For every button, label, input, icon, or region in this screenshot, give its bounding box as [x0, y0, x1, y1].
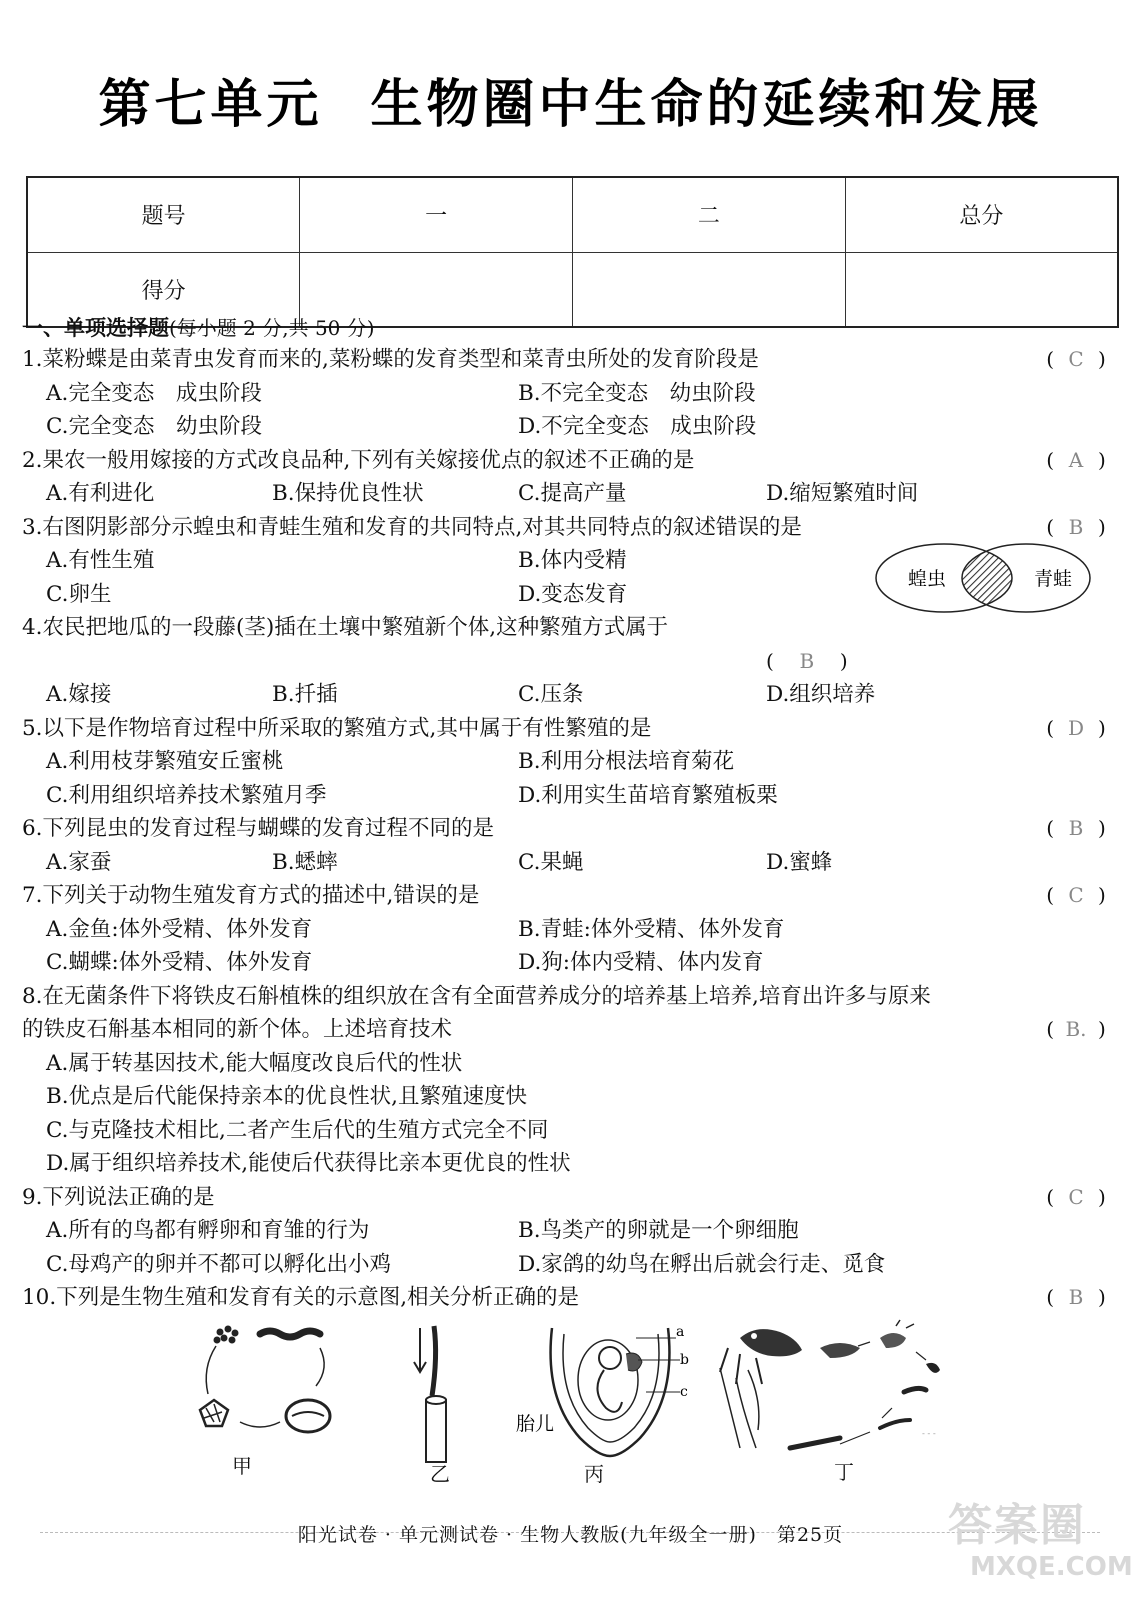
- svg-text:- - -: - - -: [922, 1429, 936, 1438]
- option-a[interactable]: A.完全变态 成虫阶段: [46, 380, 262, 406]
- option-d[interactable]: D.狗:体内受精、体内发育: [518, 950, 764, 975]
- answer-letter: D: [1067, 715, 1085, 740]
- answer-slot[interactable]: ( D ): [1030, 712, 1122, 746]
- question-7: [22, 879, 1122, 913]
- option-c[interactable]: C.蝴蝶:体外受精、体外发育: [46, 950, 313, 975]
- options-row: [22, 377, 1122, 411]
- page-footer: 阳光试卷 · 单元测试卷 · 生物人教版(九年级全一册) 第25页: [297, 1524, 844, 1546]
- question-stem: 1.菜粉蝶是由菜青虫发育而来的,菜粉蝶的发育类型和菜青虫所处的发育阶段是: [22, 347, 759, 372]
- figure-jia: [200, 1326, 330, 1433]
- answer-letter: B: [1068, 816, 1084, 840]
- question-stem: 的铁皮石斛基本相同的新个体。上述培育技术: [22, 1017, 453, 1042]
- answer-slot[interactable]: ( B ): [1030, 511, 1122, 545]
- option-b[interactable]: B.扦插: [272, 682, 338, 707]
- option-b[interactable]: B.青蛙:体外受精、体外发育: [518, 916, 785, 942]
- watermark-url: MXQE.COM: [970, 1552, 1133, 1582]
- option-c[interactable]: C.压条: [518, 682, 584, 707]
- score-header-cell: 总分: [845, 177, 1118, 252]
- options-row: [22, 913, 1122, 947]
- venn-diagram: [874, 540, 1094, 620]
- option-c[interactable]: C.与克隆技术相比,二者产生后代的生殖方式完全不同: [46, 1117, 549, 1143]
- question-stem: 3.右图阴影部分示蝗虫和青蛙生殖和发育的共同特点,对其共同特点的叙述错误的是: [22, 514, 802, 540]
- question-stem: 7.下列关于动物生殖发育方式的描述中,错误的是: [22, 883, 480, 908]
- question-5: [22, 712, 1122, 746]
- option-a[interactable]: A.属于转基因技术,能大幅度改良后代的性状: [46, 1050, 463, 1076]
- part-label-b: b: [680, 1352, 689, 1368]
- option-d[interactable]: D.利用实生苗培育繁殖板栗: [518, 782, 778, 808]
- option-b[interactable]: B.利用分根法培育菊花: [518, 749, 735, 774]
- options-row: [22, 946, 1122, 980]
- answer-slot[interactable]: ( C ): [1030, 879, 1122, 913]
- question-10: [22, 1281, 1122, 1315]
- option-d[interactable]: D.组织培养: [766, 682, 876, 707]
- question-3: [22, 511, 1122, 545]
- answer-slot[interactable]: ( B ): [1030, 812, 1122, 846]
- figure-bing: [516, 1324, 689, 1456]
- figure-label-yi: 乙: [430, 1462, 450, 1486]
- option-c[interactable]: C.果蝇: [518, 849, 584, 875]
- answer-letter: C: [1068, 883, 1084, 907]
- question-8: [22, 980, 1122, 1014]
- question-8-cont: [22, 1013, 1122, 1047]
- answer-letter: B.: [1065, 1017, 1087, 1041]
- question-stem: 9.下列说法正确的是: [22, 1184, 215, 1210]
- answer-slot[interactable]: ( B ): [1030, 1281, 1122, 1315]
- q10-figures: [180, 1318, 1000, 1488]
- option-b[interactable]: B.优点是后代能保持亲本的优良性状,且繁殖速度快: [46, 1084, 527, 1109]
- figure-label-bing: 丙: [584, 1462, 604, 1486]
- question-area: [22, 313, 1122, 1315]
- option-c[interactable]: C.卵生: [46, 581, 112, 607]
- answer-slot[interactable]: ( A ): [1030, 444, 1122, 478]
- score-row-label: 得分: [27, 252, 300, 327]
- option-a[interactable]: A.嫁接: [46, 682, 112, 707]
- option-b[interactable]: B.不完全变态 幼虫阶段: [518, 380, 756, 406]
- options-row: [22, 1214, 1122, 1248]
- question-stem: 10.下列是生物生殖和发育有关的示意图,相关分析正确的是: [22, 1285, 580, 1310]
- question-stem: 6.下列昆虫的发育过程与蝴蝶的发育过程不同的是: [22, 816, 495, 841]
- answer-slot[interactable]: ( C ): [1030, 1181, 1122, 1215]
- figure-label-jia: 甲: [232, 1454, 252, 1478]
- question-stem: 2.果农一般用嫁接的方式改良品种,下列有关嫁接优点的叙述不正确的是: [22, 447, 695, 473]
- answer-letter: A: [1068, 447, 1084, 472]
- figure-row: [180, 1318, 1000, 1468]
- option-d[interactable]: D.蜜蜂: [766, 849, 833, 875]
- fetus-label: 胎儿: [516, 1413, 555, 1435]
- option-c[interactable]: C.利用组织培养技术繁殖月季: [46, 782, 327, 808]
- option-b[interactable]: B.蟋蟀: [272, 849, 338, 875]
- question-1: [22, 343, 1122, 377]
- options-row: [22, 678, 1122, 712]
- option-a[interactable]: A.所有的鸟都有孵卵和育雏的行为: [46, 1218, 370, 1243]
- option-c[interactable]: C.提高产量: [518, 481, 627, 506]
- option-d[interactable]: D.家鸽的幼鸟在孵出后就会行走、觅食: [518, 1251, 886, 1277]
- answer-line: [22, 645, 1122, 679]
- question-stem: 4.农民把地瓜的一段藤(茎)插在土壤中繁殖新个体,这种繁殖方式属于: [22, 615, 669, 640]
- answer-slot[interactable]: ( B ): [766, 645, 848, 679]
- question-9: [22, 1181, 1122, 1215]
- score-header-cell: 题号: [27, 177, 300, 252]
- option-b[interactable]: B.保持优良性状: [272, 481, 424, 506]
- option-d[interactable]: D.不完全变态 成虫阶段: [518, 414, 757, 439]
- option-c[interactable]: C.母鸡产的卵并不都可以孵化出小鸡: [46, 1251, 392, 1277]
- figure-ding: [720, 1320, 940, 1448]
- answer-letter: B: [1068, 1285, 1084, 1309]
- venn-right-label: 青蛙: [1034, 568, 1073, 590]
- option-a[interactable]: A.金鱼:体外受精、体外发育: [46, 916, 313, 942]
- score-table: [26, 176, 1119, 328]
- answer-letter: C: [1068, 1184, 1084, 1209]
- score-header-cell: 一: [300, 177, 573, 252]
- option-a[interactable]: A.有利进化: [46, 481, 155, 506]
- section-heading: 一、单项选择题(每小题 2 分,共 50 分): [22, 315, 375, 340]
- answer-letter: B: [1068, 514, 1084, 539]
- figure-label-ding: 丁: [834, 1460, 854, 1484]
- option-a[interactable]: A.家蚕: [46, 849, 112, 875]
- watermark: [948, 1500, 1133, 1590]
- options-row: [22, 1248, 1122, 1282]
- option-c[interactable]: C.完全变态 幼虫阶段: [46, 414, 263, 439]
- options-row: [22, 846, 1122, 880]
- answer-letter: B: [799, 648, 815, 673]
- answer-slot[interactable]: ( B. ): [1030, 1013, 1122, 1047]
- options-row: [22, 779, 1122, 813]
- option-d[interactable]: D.缩短繁殖时间: [766, 481, 919, 506]
- answer-letter: C: [1068, 347, 1084, 371]
- question-stem: 5.以下是作物培育过程中所采取的繁殖方式,其中属于有性繁殖的是: [22, 715, 652, 741]
- answer-slot[interactable]: ( C ): [1030, 343, 1122, 377]
- option-a[interactable]: A.利用枝芽繁殖安丘蜜桃: [46, 749, 284, 774]
- question-2: [22, 444, 1122, 478]
- option-b[interactable]: B.体内受精: [518, 548, 627, 573]
- watermark-logo-text: 答案圈: [948, 1500, 1086, 1551]
- options-row: [22, 745, 1122, 779]
- venn-left-label: 蝗虫: [908, 568, 947, 590]
- options-row: [22, 477, 1122, 511]
- question-6: [22, 812, 1122, 846]
- part-label-c: c: [680, 1384, 688, 1400]
- question-stem: 8.在无菌条件下将铁皮石斛植株的组织放在含有全面营养成分的培养基上培养,培育出许多与原来: [22, 983, 931, 1009]
- option-b[interactable]: B.鸟类产的卵就是一个卵细胞: [518, 1218, 799, 1243]
- page-title: 第七单元 生物圈中生命的延续和发展: [98, 74, 1043, 135]
- option-d[interactable]: D.属于组织培养技术,能使后代获得比亲本更优良的性状: [46, 1151, 571, 1176]
- figure-yi: [414, 1326, 446, 1462]
- options-row: [22, 410, 1122, 444]
- score-header-cell: 二: [573, 177, 846, 252]
- part-label-a: a: [676, 1324, 685, 1340]
- option-d[interactable]: D.变态发育: [518, 581, 628, 607]
- option-a[interactable]: A.有性生殖: [46, 548, 155, 573]
